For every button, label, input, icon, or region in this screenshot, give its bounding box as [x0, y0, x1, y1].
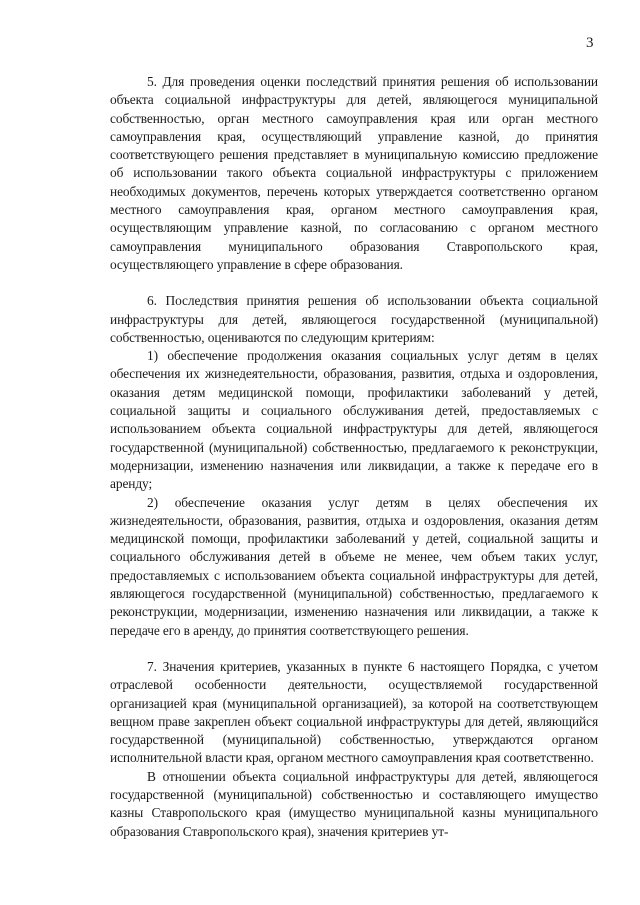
paragraph-7-continuation: В отношении объекта социальной инфраструктуры для детей, являющегося государственной (муниципальной) собственностью и составляющего имущество казны Ставропольского края (имущество муниципальной казны муниципального образования Ставропольского края), значения критериев ут- — [110, 768, 598, 839]
paragraph-6: 6. Последствия принятия решения об использовании объекта социальной инфраструктуры для детей, являющегося государственной (муниципальной) собственностью, оцениваются по следующим критериям: — [110, 293, 598, 345]
paragraph-7: 7. Значения критериев, указанных в пункте 6 настоящего Порядка, с учетом отраслевой особенности деятельности, осуществляемой государственной организацией края (муниципальной организацией), за которой на соответствующем вещном праве закреплен объект социальной инфраструктуры для детей, являющийся государственной (муниципальной) собственностью, утверждаются органом исполнительной власти края, органом местного самоуправления края соответственно. — [110, 658, 598, 766]
paragraph-6-item-2: 2) обеспечение оказания услуг детям в целях обеспечения их жизнедеятельности, образования, развития, отдыха и оздоровления, оказания детям медицинской помощи, профилактики заболеваний у детей, социальной защиты и социального обслуживания детей в объеме не менее, чем объем таких услуг, предоставляемых с использованием объекта социальной инфраструктуры для детей, являющегося государственной (муниципальной) собственностью, предлагаемого к реконструкции, модернизации, изменению назначения или ликвидации, а также к передаче его в аренду, до принятия соответствующего решения. — [110, 494, 598, 638]
paragraph-5: 5. Для проведения оценки последствий принятия решения об использовании объекта социальной инфраструктуры для детей, являющегося муниципальной собственностью, орган местного самоуправления края или орган местного самоуправления края, осуществляющий управление казной, до принятия соответствующего решения представляет в муниципальную комиссию предложение об использовании такого объекта социальной инфраструктуры с приложением необходимых документов, перечень которых утверждается соответственно органом местного самоуправления края, органом местного самоуправления края, осуществляющим управление казной, по согласованию с органом местного самоуправления муниципального образования Ставропольского края, осуществляющего управление в сфере образования. — [110, 74, 598, 272]
document-body — [110, 73, 598, 841]
page-number: 3 — [586, 35, 594, 51]
paragraph-6-item-1: 1) обеспечение продолжения оказания социальных услуг детям в целях обеспечения их жизнедеятельности, образования, развития, отдыха и оздоровления, оказания детям медицинской помощи, профилактики заболеваний у детей, социальной защиты и социального обслуживания детей, предоставляемых с использованием объекта социальной инфраструктуры для детей, являющегося государственной (муниципальной) собственностью, предлагаемого к реконструкции, модернизации, изменению назначения или ликвидации, а также к передаче его в аренду; — [110, 348, 598, 492]
